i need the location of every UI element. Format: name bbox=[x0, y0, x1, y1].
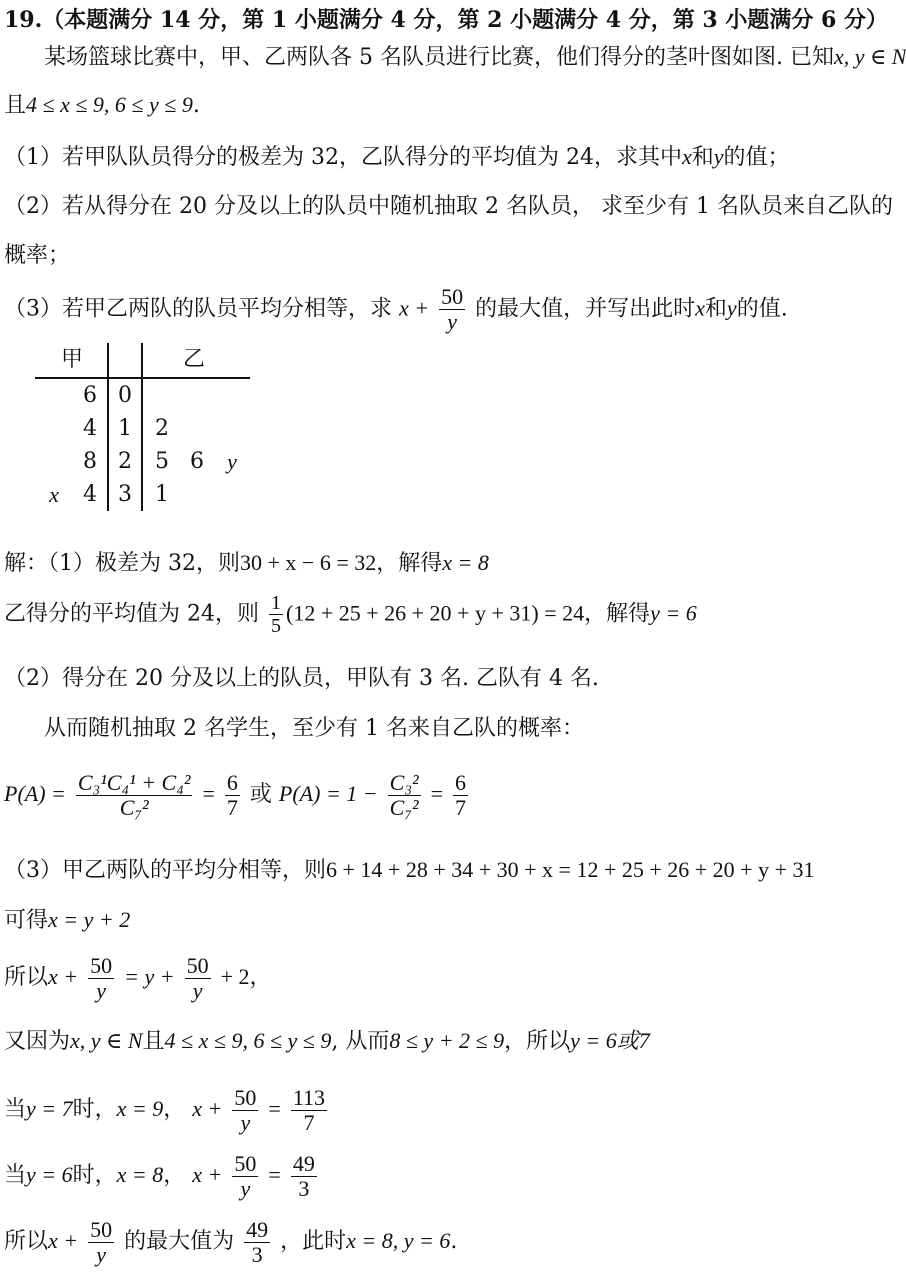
leaf-left: 8 bbox=[83, 449, 97, 474]
leaf-right: 1 bbox=[155, 482, 169, 507]
stem-leaf-plot bbox=[30, 343, 260, 518]
stem: 3 bbox=[118, 482, 132, 507]
solution-line-10: 当y = 6时，x = 8， x + $\frac{50}{y}$ = $\frac{49}{3}$ bbox=[4, 1150, 315, 1201]
solution-line-9: 当y = 7时，x = 9， x + $\frac{50}{y}$ = $\frac{113}{7}$ bbox=[4, 1084, 326, 1135]
leaf-left: 6 bbox=[83, 383, 97, 408]
stem-leaf-header-right: 乙 bbox=[182, 347, 205, 372]
problem-header: 19.（本题满分 14 分，第 1 小题满分 4 分，第 2 小题满分 4 分，第 3 小题满分 6 分） bbox=[4, 7, 888, 33]
solution-line-3: （2）得分在 20 分及以上的队员，甲队有 3 名. 乙队有 4 名. bbox=[4, 666, 599, 691]
solution-line-7: 所以x + $\frac{50}{y}$ = y + $\frac{50}{y}$ + 2， bbox=[4, 952, 272, 1003]
solution-line-4: 从而随机抽取 2 名学生，至少有 1 名来自乙队的概率： bbox=[44, 716, 584, 741]
probability-formula: P(A) = $\frac{\text{C₃¹C₄¹ + C₄²}}{\text{C₇²}}$ = $\frac{6}{7}$ 或 P(A) = 1 − $\frac{\text{C₃²}}{\text{C₇²}}$ = $\frac{6}{7}$ bbox=[4, 769, 466, 820]
question-1: （1）若甲队队员得分的极差为 32，乙队得分的平均值为 24，求其中x和y的值； bbox=[4, 144, 790, 170]
leaf-right: 6 bbox=[190, 449, 204, 474]
question-2-line2: 概率； bbox=[4, 243, 71, 268]
solution-line-8: 又因为x, y ∈ N且4 ≤ x ≤ 9, 6 ≤ y ≤ 9, 从而8 ≤ y + 2 ≤ 9，所以y = 6或7 bbox=[4, 1028, 650, 1054]
question-3: （3）若甲乙两队的队员平均分相等，求 x + $\frac{50}{y}$ 的最大值，并写出此时x和y的值. bbox=[4, 284, 788, 334]
problem-intro-line1: 某场篮球比赛中，甲、乙两队各 5 名队员进行比赛，他们得分的茎叶图如图. 已知x, y ∈ N bbox=[44, 44, 906, 70]
solution-line-1: 解：（1）极差为 32，则30 + x − 6 = 32，解得x = 8 bbox=[4, 550, 489, 576]
solution-line-2: 乙得分的平均值为 24，则 $\frac{1}{5}$ (12 + 25 + 26 + 20 + y + 31) = 24，解得y = 6 bbox=[4, 592, 697, 637]
leaf-left: 4 bbox=[83, 416, 97, 441]
solution-line-5: （3）甲乙两队的平均分相等，则6 + 14 + 28 + 34 + 30 + x = 12 + 25 + 26 + 20 + y + 31 bbox=[4, 857, 815, 883]
fraction-50-over-y: $\frac{50}{y}$ bbox=[441, 284, 464, 334]
leaf-right: 5 bbox=[155, 449, 169, 474]
stem-leaf-header-left: 甲 bbox=[60, 347, 83, 372]
question-2-line1: （2）若从得分在 20 分及以上的队员中随机抽取 2 名队员， 求至少有 1 名队员来自乙队的 bbox=[4, 194, 893, 219]
leaf-left: 4 bbox=[83, 482, 97, 507]
leaf-right: y bbox=[227, 449, 237, 474]
stem: 2 bbox=[118, 449, 132, 474]
problem-intro-line2: 且4 ≤ x ≤ 9, 6 ≤ y ≤ 9. bbox=[4, 92, 200, 118]
stem: 1 bbox=[118, 416, 132, 441]
leaf-right: 2 bbox=[155, 416, 169, 441]
stem: 0 bbox=[118, 383, 132, 408]
solution-line-11: 所以x + $\frac{50}{y}$ 的最大值为 $\frac{49}{3}$ ，此时x = 8, y = 6. bbox=[4, 1216, 458, 1267]
leaf-left: x bbox=[49, 482, 59, 507]
solution-line-6: 可得x = y + 2 bbox=[4, 907, 131, 933]
